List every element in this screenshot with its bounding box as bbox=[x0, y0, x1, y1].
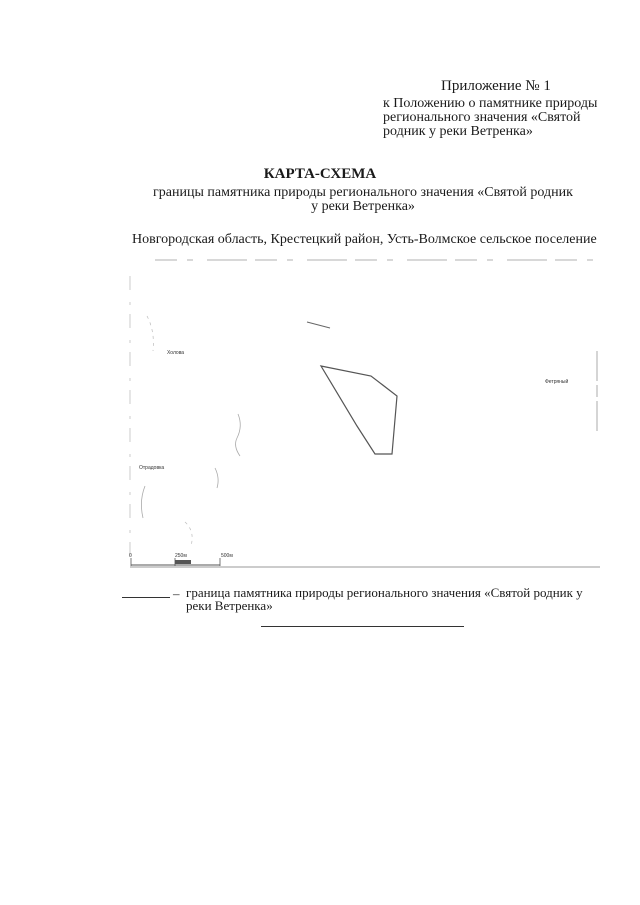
place-label-west: Холова bbox=[167, 350, 185, 356]
legend-text: граница памятника природы регионального значения «Святой родник у реки Ветренка» bbox=[186, 585, 583, 613]
scale-label-500: 500м bbox=[221, 553, 233, 559]
document-title: КАРТА-СХЕМА bbox=[263, 166, 377, 182]
road-segment bbox=[185, 522, 192, 546]
legend-dash: – bbox=[173, 586, 180, 601]
legend-line-sample bbox=[122, 597, 170, 598]
scale-label-0: 0 bbox=[129, 553, 132, 559]
appendix-number: Приложение № 1 bbox=[441, 78, 551, 94]
road-segment bbox=[147, 316, 153, 351]
scale-label-250: 250м bbox=[175, 553, 187, 559]
place-label-east: Фетряный bbox=[545, 379, 569, 385]
subtitle-text: границы памятника природы регионального значения «Святой родник у реки Ветренка» bbox=[153, 185, 573, 214]
scale-bar bbox=[129, 553, 233, 566]
closing-rule bbox=[261, 626, 464, 627]
map-scheme bbox=[125, 256, 605, 576]
road-segment bbox=[141, 486, 145, 518]
road-segment bbox=[215, 468, 218, 488]
location-line: Новгородская область, Крестецкий район, Усть-Волмское сельское поселение bbox=[132, 232, 597, 247]
monument-boundary bbox=[321, 366, 397, 454]
road-segment bbox=[236, 414, 241, 456]
appendix-reference: к Положению о памятнике природы регионального значения «Святой родник у реки Ветренка» bbox=[383, 96, 598, 139]
road-segment bbox=[307, 322, 330, 328]
place-label-southwest: Отрадовка bbox=[139, 465, 165, 471]
document-subtitle bbox=[0, 186, 640, 214]
